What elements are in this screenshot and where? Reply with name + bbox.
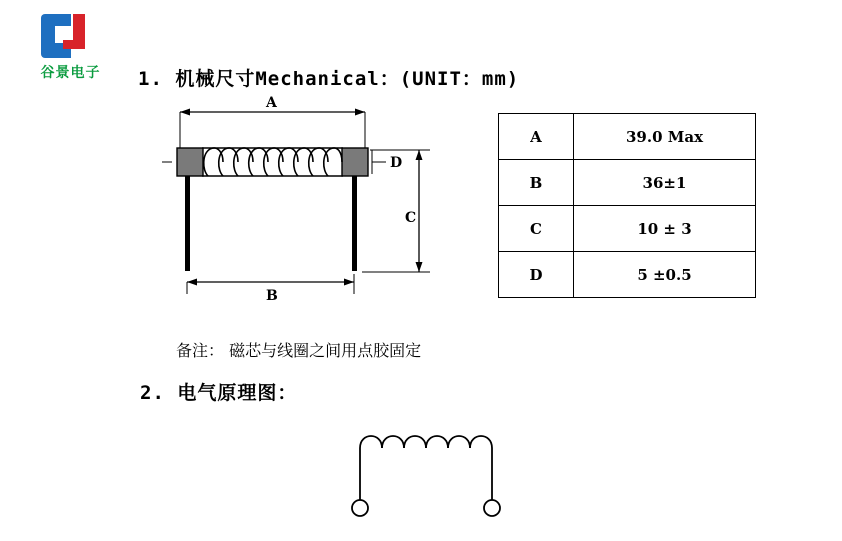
- company-logo: [18, 14, 123, 94]
- logo-company-name: 谷景电子: [40, 65, 101, 81]
- logo-letter-j-foot: [63, 40, 85, 49]
- table-row: [499, 206, 756, 252]
- label-a: A: [266, 95, 277, 111]
- dimension-value: 36±1: [574, 160, 756, 206]
- section-heading-mechanical: 1. 机械尺寸Mechanical：(UNIT：mm): [138, 68, 520, 90]
- label-d: D: [390, 155, 403, 171]
- label-c: C: [405, 210, 417, 226]
- table-row: [499, 252, 756, 298]
- dimension-value: 10 ± 3: [574, 206, 756, 252]
- logo-mark: [41, 14, 101, 60]
- section-heading-schematic: 2. 电气原理图：: [140, 382, 298, 404]
- note-text: 备注： 磁芯与线圈之间用点胶固定: [176, 341, 422, 360]
- table-row: [499, 160, 756, 206]
- label-b: B: [266, 288, 278, 304]
- dimension-key: C: [499, 206, 574, 252]
- dimension-table: [498, 113, 756, 298]
- table-row: [499, 114, 756, 160]
- electrical-schematic: [330, 418, 540, 528]
- dimension-key: B: [499, 160, 574, 206]
- dimension-value: 5 ±0.5: [574, 252, 756, 298]
- dimension-key: D: [499, 252, 574, 298]
- dimension-value: 39.0 Max: [574, 114, 756, 160]
- mechanical-drawing: [140, 95, 470, 304]
- dimension-key: A: [499, 114, 574, 160]
